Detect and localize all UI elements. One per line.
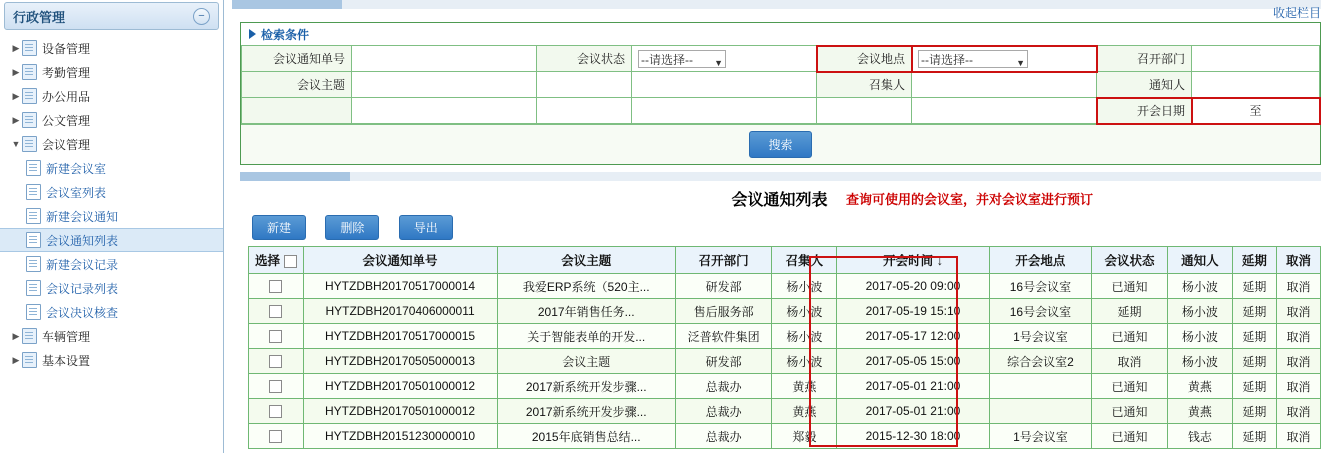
col-convener[interactable]: 召集人 [772, 247, 837, 274]
table-header-row [249, 247, 1321, 274]
page-icon [26, 304, 41, 320]
cell-notice-no[interactable]: HYTZDBH20170517000015 [303, 324, 497, 349]
chevron-right-icon: ▶ [12, 354, 20, 365]
col-status[interactable]: 会议状态 [1092, 247, 1168, 274]
cell-subject: 2017新系统开发步骤... [497, 399, 675, 424]
col-notice-no[interactable]: 会议通知单号 [303, 247, 497, 274]
annotation-note: 查询可使用的会议室，并对会议室进行预订 [846, 192, 1094, 207]
sidebar-item-new-meeting-room[interactable] [0, 156, 223, 180]
triangle-icon [249, 29, 256, 39]
meeting-status-cell [632, 46, 817, 72]
select-all-checkbox[interactable] [284, 255, 297, 268]
convener-label: 召集人 [817, 72, 912, 98]
cell-notice-no[interactable]: HYTZDBH20170406000011 [303, 299, 497, 324]
sidebar-item-label: 设备管理 [42, 41, 91, 56]
cell-notice-no[interactable]: HYTZDBH20170501000012 [303, 374, 497, 399]
cell-notifier: 杨小波 [1167, 299, 1232, 324]
meeting-status-select[interactable] [638, 50, 726, 68]
col-subject[interactable]: 会议主题 [497, 247, 675, 274]
sidebar-tree [0, 36, 223, 372]
page-icon [26, 184, 41, 200]
sidebar-title: 行政管理 [13, 9, 66, 25]
cell-place [989, 374, 1092, 399]
cell-notice-no[interactable]: HYTZDBH20170505000013 [303, 349, 497, 374]
meeting-date-range-cell [1192, 98, 1320, 124]
subject-label: 会议主题 [242, 72, 352, 98]
row-select-cell [249, 274, 304, 299]
delay-action[interactable]: 延期 [1232, 374, 1276, 399]
export-button[interactable]: 导出 [399, 215, 453, 240]
spacer-cell-3 [352, 98, 537, 124]
mid-scrollbar-area [232, 169, 1327, 185]
sidebar-item-label: 会议决议核查 [46, 305, 119, 320]
sidebar-item-label: 新建会议通知 [46, 209, 119, 224]
sidebar-item-label: 会议室列表 [46, 185, 107, 200]
page-icon [26, 232, 41, 248]
row-checkbox[interactable] [269, 430, 282, 443]
dept-label: 召开部门 [1097, 46, 1192, 72]
sidebar-item-label: 会议管理 [42, 137, 91, 152]
spacer-cell-7 [912, 98, 1097, 124]
delay-action[interactable]: 延期 [1232, 274, 1276, 299]
cell-notifier: 黄燕 [1167, 399, 1232, 424]
cell-convener: 杨小波 [772, 349, 837, 374]
row-select-cell [249, 374, 304, 399]
cell-time: 2017-05-20 09:00 [837, 274, 989, 299]
cell-notifier: 黄燕 [1167, 374, 1232, 399]
notifier-input[interactable] [1192, 72, 1320, 98]
page-icon [26, 256, 41, 272]
notice-no-input[interactable] [352, 46, 537, 72]
sidebar-item-attendance[interactable] [0, 60, 223, 84]
cell-convener: 黄燕 [772, 399, 837, 424]
spacer-cell-2 [632, 72, 817, 98]
sidebar-item-equipment[interactable] [0, 36, 223, 60]
cell-status: 已通知 [1092, 424, 1168, 449]
page-icon [26, 280, 41, 296]
cell-time: 2017-05-05 15:00 [837, 349, 989, 374]
new-button[interactable]: 新建 [252, 215, 306, 240]
search-panel [240, 22, 1321, 165]
cell-place: 综合会议室2 [989, 349, 1092, 374]
table-row [249, 349, 1321, 374]
folder-icon [22, 112, 37, 128]
cancel-action[interactable]: 取消 [1276, 374, 1320, 399]
meeting-status-value: --请选择-- [641, 52, 693, 67]
cell-convener: 郑毅 [772, 424, 837, 449]
sidebar-item-label: 考勤管理 [42, 65, 91, 80]
spacer-cell-4 [537, 98, 632, 124]
sidebar-item-meeting-notice-list[interactable] [0, 228, 223, 252]
meeting-date-label: 开会日期 [1097, 98, 1192, 124]
page-icon [26, 208, 41, 224]
sidebar-item-new-meeting-record[interactable] [0, 252, 223, 276]
table-row [249, 374, 1321, 399]
table-row [249, 424, 1321, 449]
folder-icon [22, 328, 37, 344]
meeting-list-grid-wrapper [248, 246, 1321, 449]
delay-action[interactable]: 延期 [1232, 399, 1276, 424]
subject-input[interactable] [352, 72, 537, 98]
cell-dept: 研发部 [675, 274, 772, 299]
meeting-date-range [1198, 102, 1313, 119]
spacer-cell-6 [817, 98, 912, 124]
cancel-action[interactable]: 取消 [1276, 424, 1320, 449]
sidebar-item-meeting-room-list[interactable] [0, 180, 223, 204]
dept-input[interactable] [1192, 46, 1320, 72]
cancel-action[interactable]: 取消 [1276, 299, 1320, 324]
col-select [249, 247, 304, 274]
sidebar-item-label: 新建会议室 [46, 161, 107, 176]
row-select-cell [249, 399, 304, 424]
cell-place: 1号会议室 [989, 424, 1092, 449]
sidebar-item-basic-settings[interactable] [0, 348, 223, 372]
cell-place: 1号会议室 [989, 324, 1092, 349]
meeting-list-table [248, 246, 1321, 449]
chevron-down-icon: ▼ [1016, 57, 1025, 68]
sidebar-item-new-meeting-notice[interactable] [0, 204, 223, 228]
search-row-1 [242, 46, 1320, 72]
cell-status: 已通知 [1092, 274, 1168, 299]
search-row-2 [242, 72, 1320, 98]
folder-icon [22, 136, 37, 152]
col-cancel: 取消 [1276, 247, 1320, 274]
cell-dept: 泛普软件集团 [675, 324, 772, 349]
sidebar-item-label: 办公用品 [42, 89, 91, 104]
cell-dept: 总裁办 [675, 399, 772, 424]
cell-place [989, 399, 1092, 424]
sidebar-item-documents[interactable] [0, 108, 223, 132]
cell-notifier: 杨小波 [1167, 349, 1232, 374]
cell-status: 已通知 [1092, 399, 1168, 424]
search-row-3 [242, 98, 1320, 124]
col-meeting-time[interactable]: 开会时间 ↓ [837, 247, 989, 274]
cell-notice-no[interactable]: HYTZDBH20170501000012 [303, 399, 497, 424]
search-form-table [241, 45, 1320, 124]
date-range-separator: 至 [1249, 104, 1262, 118]
list-scrollbar-thumb[interactable] [240, 172, 350, 181]
cell-dept: 研发部 [675, 349, 772, 374]
cell-subject: 2015年底销售总结... [497, 424, 675, 449]
cell-notifier: 杨小波 [1167, 274, 1232, 299]
table-row [249, 299, 1321, 324]
cancel-action[interactable]: 取消 [1276, 399, 1320, 424]
col-delay: 延期 [1232, 247, 1276, 274]
row-checkbox[interactable] [269, 355, 282, 368]
cell-subject: 我爱ERP系统（520主... [497, 274, 675, 299]
search-button-row [241, 124, 1320, 164]
folder-icon [22, 352, 37, 368]
cell-dept: 售后服务部 [675, 299, 772, 324]
collapse-columns-link[interactable]: 收起栏目 [1272, 6, 1321, 20]
horizontal-scrollbar-thumb[interactable] [232, 0, 342, 9]
sidebar-header [4, 2, 219, 30]
sidebar-item-office-supplies[interactable] [0, 84, 223, 108]
spacer-label-3 [242, 98, 352, 124]
delay-action[interactable]: 延期 [1232, 349, 1276, 374]
chevron-right-icon: ▶ [12, 90, 20, 101]
row-checkbox[interactable] [269, 305, 282, 318]
page-icon [26, 160, 41, 176]
spacer-cell-1 [537, 72, 632, 98]
sidebar-item-label: 车辆管理 [42, 329, 91, 344]
sidebar [0, 0, 224, 453]
row-select-cell [249, 299, 304, 324]
notifier-label: 通知人 [1097, 72, 1192, 98]
delay-action[interactable]: 延期 [1232, 324, 1276, 349]
notice-no-label: 会议通知单号 [242, 46, 352, 72]
sidebar-item-label: 会议记录列表 [46, 281, 119, 296]
folder-icon [22, 64, 37, 80]
cell-status: 已通知 [1092, 374, 1168, 399]
row-select-cell [249, 349, 304, 374]
table-row [249, 399, 1321, 424]
top-scrollbar-area [232, 0, 1327, 22]
cell-notice-no[interactable]: HYTZDBH20170517000014 [303, 274, 497, 299]
cell-notifier: 钱志 [1167, 424, 1232, 449]
cell-status: 延期 [1092, 299, 1168, 324]
cell-time: 2015-12-30 18:00 [837, 424, 989, 449]
list-scrollbar-track[interactable] [240, 172, 1321, 181]
search-panel-title [241, 23, 1320, 45]
meeting-place-value: --请选择-- [921, 52, 973, 67]
cancel-action[interactable]: 取消 [1276, 349, 1320, 374]
cell-notifier: 杨小波 [1167, 324, 1232, 349]
row-checkbox[interactable] [269, 405, 282, 418]
cell-subject: 2017新系统开发步骤... [497, 374, 675, 399]
cell-convener: 杨小波 [772, 299, 837, 324]
cell-dept: 总裁办 [675, 374, 772, 399]
col-dept[interactable]: 召开部门 [675, 247, 772, 274]
chevron-right-icon: ▶ [12, 42, 20, 53]
page-title: 会议通知列表 [731, 192, 828, 209]
col-select-label: 选择 [255, 254, 281, 268]
cell-subject: 关于智能表单的开发... [497, 324, 675, 349]
list-toolbar [232, 211, 1327, 246]
search-button[interactable]: 搜索 [749, 131, 811, 158]
cell-dept: 总裁办 [675, 424, 772, 449]
delete-button[interactable]: 删除 [325, 215, 379, 240]
cell-time: 2017-05-01 21:00 [837, 374, 989, 399]
meeting-place-cell [912, 46, 1097, 72]
table-row [249, 324, 1321, 349]
convener-input[interactable] [912, 72, 1097, 98]
minus-icon[interactable]: − [193, 8, 210, 25]
delay-action[interactable]: 延期 [1232, 424, 1276, 449]
cell-time: 2017-05-01 21:00 [837, 399, 989, 424]
sidebar-item-label: 公文管理 [42, 113, 91, 128]
folder-icon [22, 40, 37, 56]
folder-icon [22, 88, 37, 104]
cell-convener: 杨小波 [772, 274, 837, 299]
chevron-down-icon: ▼ [11, 139, 21, 149]
cell-place: 16号会议室 [989, 299, 1092, 324]
cell-status: 已通知 [1092, 324, 1168, 349]
sidebar-item-vehicle[interactable] [0, 324, 223, 348]
cell-convener: 黄燕 [772, 374, 837, 399]
cancel-action[interactable]: 取消 [1276, 274, 1320, 299]
sidebar-item-meeting-resolution-check[interactable] [0, 300, 223, 324]
row-select-cell [249, 424, 304, 449]
search-panel-title-text: 检索条件 [261, 27, 310, 42]
row-checkbox[interactable] [269, 330, 282, 343]
col-place[interactable]: 开会地点 [989, 247, 1092, 274]
meeting-place-label: 会议地点 [817, 46, 912, 72]
horizontal-scrollbar-track[interactable] [232, 0, 1321, 9]
sidebar-item-label: 会议通知列表 [46, 233, 119, 248]
meeting-place-select[interactable] [918, 50, 1028, 68]
meeting-status-label: 会议状态 [537, 46, 632, 72]
cell-place: 16号会议室 [989, 274, 1092, 299]
sidebar-item-label: 基本设置 [42, 353, 91, 368]
chevron-right-icon: ▶ [12, 114, 20, 125]
row-checkbox[interactable] [269, 380, 282, 393]
row-select-cell [249, 324, 304, 349]
cell-status: 取消 [1092, 349, 1168, 374]
cell-time: 2017-05-17 12:00 [837, 324, 989, 349]
cancel-action[interactable]: 取消 [1276, 324, 1320, 349]
sidebar-item-meeting[interactable] [0, 132, 223, 156]
col-notifier[interactable]: 通知人 [1167, 247, 1232, 274]
table-row [249, 274, 1321, 299]
cell-time: 2017-05-19 15:10 [837, 299, 989, 324]
chevron-right-icon: ▶ [12, 66, 20, 77]
list-header [232, 185, 1327, 211]
chevron-down-icon: ▼ [714, 57, 723, 68]
cell-subject: 会议主题 [497, 349, 675, 374]
cell-convener: 杨小波 [772, 324, 837, 349]
delay-action[interactable]: 延期 [1232, 299, 1276, 324]
sidebar-item-meeting-record-list[interactable] [0, 276, 223, 300]
main-area [232, 0, 1327, 453]
cell-subject: 2017年销售任务... [497, 299, 675, 324]
spacer-cell-5 [632, 98, 817, 124]
sidebar-item-label: 新建会议记录 [46, 257, 119, 272]
chevron-right-icon: ▶ [12, 330, 20, 341]
cell-notice-no[interactable]: HYTZDBH20151230000010 [303, 424, 497, 449]
row-checkbox[interactable] [269, 280, 282, 293]
